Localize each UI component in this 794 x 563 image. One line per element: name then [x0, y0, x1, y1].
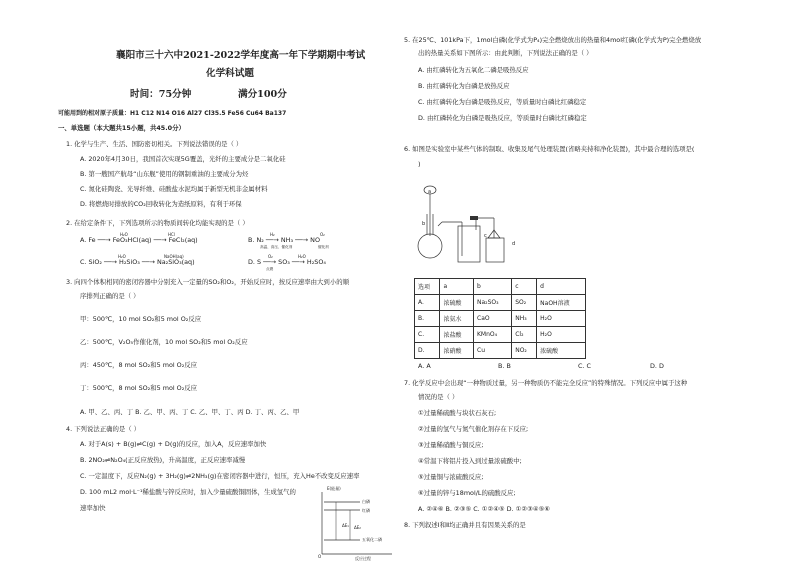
q5-option-d: D. 由红磷转化为白磷是吸热反应，等质量时白磷比红磷稳定 [418, 114, 587, 122]
q2-c-cond1: H₂O [118, 254, 126, 259]
q2-b-sub: 高温、高压、催化剂 [260, 245, 293, 249]
table-cell: 浓硫酸 [440, 295, 474, 311]
atomic-masses: 可能用到的相对原子质量：H1 C12 N14 O16 Al27 Cl35.5 Fe56 Cu64 Ba137 [58, 110, 287, 117]
graph-origin: O [318, 554, 322, 559]
q7-stem-line2: 情况的是（ ） [418, 393, 459, 401]
graph-label-p2o5: 五氧化二磷 [362, 537, 382, 542]
q5-stem-line1: 5. 在25℃、101kPa下，1mol白磷(化学式为P₄)完全燃烧放出的热量和4mol红磷(化学式为P)完全燃烧放 [404, 36, 702, 44]
q1-option-b: B. 第一艘国产航母“山东舰”使用的钢制重油的主要成分为烃 [80, 170, 249, 178]
table-cell: 浓氨水 [440, 311, 474, 327]
q7-item-2: ②过量的氢气与氮气催化剂存在下反应; [418, 425, 529, 433]
subject-title: 化学科试题 [206, 68, 254, 79]
table-row [415, 327, 586, 343]
table-cell: NH₃ [512, 311, 537, 327]
table-cell: SO₂ [512, 295, 537, 311]
q4-stem: 4. 下列说法正确的是（ ） [66, 425, 141, 433]
q1-option-d: D. 将燃烧时排放的CO₂回收转化为造纸原料，有利于环保 [80, 200, 242, 208]
q4-option-d-line2: 速率加快 [80, 504, 106, 512]
q2-b-cond1: H₂ [270, 232, 275, 237]
q2-a-cond2: HCl [168, 232, 175, 237]
table-header-row [415, 279, 586, 295]
graph-label-white-p: 白磷 [362, 499, 370, 504]
q5-option-b: B. 由红磷转化为白磷是放热反应 [418, 82, 510, 90]
score-label: 满分100分 [238, 89, 287, 100]
table-cell: 浓硝酸 [440, 343, 474, 359]
q2-d-cond1: O₂ [268, 254, 273, 259]
apparatus-label-d: d [512, 241, 516, 247]
table-cell: Cl₂ [512, 327, 537, 343]
q6-option-b: B. B [498, 362, 511, 370]
table-cell: H₂O [537, 311, 586, 327]
table-cell: A. [415, 295, 440, 311]
q6-option-d: D. D [650, 362, 664, 370]
q4-option-d-line1: D. 100 mL2 mol·L⁻¹稀盐酸与锌反应时，加入少量硫酸铜固体，生成氢气的 [80, 488, 296, 496]
q6-stem-line2: ) [418, 160, 421, 168]
table-cell: NO₂ [512, 343, 537, 359]
table-header: c [512, 279, 537, 295]
q3-options: A. 甲、乙、丙、丁 B. 乙、甲、丙、丁 C. 乙、甲、丁、丙 D. 丁、丙、乙、甲 [80, 408, 300, 416]
apparatus-label-b: b [422, 221, 426, 227]
table-cell: C. [415, 327, 440, 343]
q7-item-1: ①过量稀硫酸与块状石灰石; [418, 409, 497, 417]
table-header: a [440, 279, 474, 295]
q5-option-c: C. 由红磷转化为白磷是吸热反应，等质量时白磷比红磷稳定 [418, 98, 587, 106]
table-cell: Cu [474, 343, 512, 359]
q7-stem-line1: 7. 化学反应中会出现“一种物质过量，另一种物质仍不能完全反应”的特殊情况。下列反应中属于这种 [404, 379, 688, 387]
q2-option-a: A. Fe ──→ FeO₃HCl(aq) ──→ FeCl₂(aq) [80, 236, 198, 244]
q3-stem-line1: 3. 向四个体积相同的密闭容器中分别充入一定量的SO₂和O₂，开始反应时，按反应速率由大到小的顺 [66, 278, 349, 286]
q7-item-5: ⑤过量铜与浓硫酸反应; [418, 473, 484, 481]
table-cell: NaOH溶液 [537, 295, 586, 311]
q7-item-4: ④常温下将铝片投入到过量浓硫酸中; [418, 457, 522, 465]
q2-stem: 2. 在给定条件下，下列选项所示的物质间转化均能实现的是（ ） [66, 219, 249, 227]
exam-title: 襄阳市三十六中2021-2022学年度高一年下学期期中考试 [116, 50, 366, 61]
q4-option-c: C. 一定温度下，反应N₂(g) + 3H₂(g)⇌2NH₃(g)在密闭容器中进行，恒压，充入He不改变反应速率 [80, 472, 360, 480]
q7-item-3: ③过量稀硝酸与铜反应; [418, 441, 484, 449]
q7-options: A. ②④⑥ B. ②③⑤ C. ①②④⑤ D. ①②③④⑤⑥ [418, 505, 551, 513]
q6-option-a: A. A [418, 362, 431, 370]
q2-b-cond2: O₂ [320, 232, 325, 237]
graph-xlabel: 反应过程 [355, 556, 371, 561]
q6-stem-line1: 6. 如图是实验室中某些气体的制取、收集及尾气处理装置(省略夹持和净化装置)，其中最合理的选项是( [404, 145, 695, 153]
q3-stem-line2: 序排列正确的是（ ） [80, 292, 140, 300]
table-header: b [474, 279, 512, 295]
table-header: d [537, 279, 586, 295]
q2-option-d: D. S ──→ SO₃ ──→ H₂SO₄ [248, 258, 326, 266]
q2-c-cond2: NaOH(aq) [164, 254, 184, 259]
q6-reagent-table [414, 278, 586, 359]
table-cell: 浓硫酸 [537, 343, 586, 359]
q1-option-c: C. 氮化硅陶瓷、光导纤维、硅酸盐水泥均属于新型无机非金属材料 [80, 185, 268, 193]
q3-jia: 甲：500℃，10 mol SO₂和5 mol O₂反应 [80, 315, 202, 323]
graph-delta-e2: ΔE₂ [354, 525, 361, 530]
graph-ylabel: E(能量) [327, 486, 341, 491]
table-row [415, 311, 586, 327]
section-heading: 一、单选题（本大题共15小题，共45.0分） [58, 124, 185, 132]
apparatus-label-a: a [428, 189, 432, 195]
q1-stem: 1. 化学与生产、生活、国防密切相关。下列说法错误的是（ ） [66, 140, 243, 148]
table-row [415, 343, 586, 359]
graph-delta-e1: ΔE₁ [342, 523, 349, 528]
q2-option-c: C. SiO₂ ──→ H₂SiO₃ ──→ Na₂SiO₃(aq) [80, 258, 195, 266]
time-label: 时间：75分钟 [130, 89, 192, 100]
table-cell: KMnO₄ [474, 327, 512, 343]
graph-label-red-p: 红磷 [362, 508, 370, 513]
q4-option-a: A. 对于A(s) + B(g)⇌C(g) + D(g)的反应，加入A，反应速率加快 [80, 440, 267, 448]
table-cell: Na₂SO₃ [474, 295, 512, 311]
q2-d-sub: 点燃 [266, 267, 274, 271]
q5-stem-line2: 出的热量关系如下图所示：由此判断，下列说法正确的是（ ） [418, 49, 593, 57]
table-header: 选项 [415, 279, 440, 295]
q2-a-cond1: H₂O [120, 232, 128, 237]
q3-yi: 乙：500℃，V₂O₅作催化剂，10 mol SO₂和5 mol O₂反应 [80, 338, 248, 346]
apparatus-label-c: c [484, 233, 487, 239]
q6-option-c: C. C [578, 362, 591, 370]
table-cell: D. [415, 343, 440, 359]
table-cell: H₂O [537, 327, 586, 343]
q4-option-b: B. 2NO₂⇌N₂O₄(正反应放热)，升高温度，正反应速率减慢 [80, 456, 246, 464]
q2-option-b: B. N₂ ──→ NH₃ ──→ NO [248, 236, 320, 244]
q5-option-a: A. 由红磷转化为五氧化二磷是吸热反应 [418, 66, 529, 74]
table-cell: CaO [474, 311, 512, 327]
table-row [415, 295, 586, 311]
table-cell: B. [415, 311, 440, 327]
q3-ding: 丁：500℃，8 mol SO₂和5 mol O₂反应 [80, 384, 198, 392]
q7-item-6: ⑥过量的锌与18mol/L的硫酸反应; [418, 489, 516, 497]
q1-option-a: A. 2020年4月30日，我国首次实现5G覆盖，光纤的主要成分是二氧化硅 [80, 155, 286, 163]
table-cell: 浓盐酸 [440, 327, 474, 343]
q2-b-sub2: 催化剂 [318, 245, 329, 249]
q2-d-cond2: H₂O [298, 254, 306, 259]
q3-bing: 丙：450℃，8 mol SO₂和5 mol O₂反应 [80, 361, 198, 369]
q8-stem: 8. 下列叙述Ⅰ和Ⅱ均正确并且有因果关系的是 [404, 521, 526, 529]
